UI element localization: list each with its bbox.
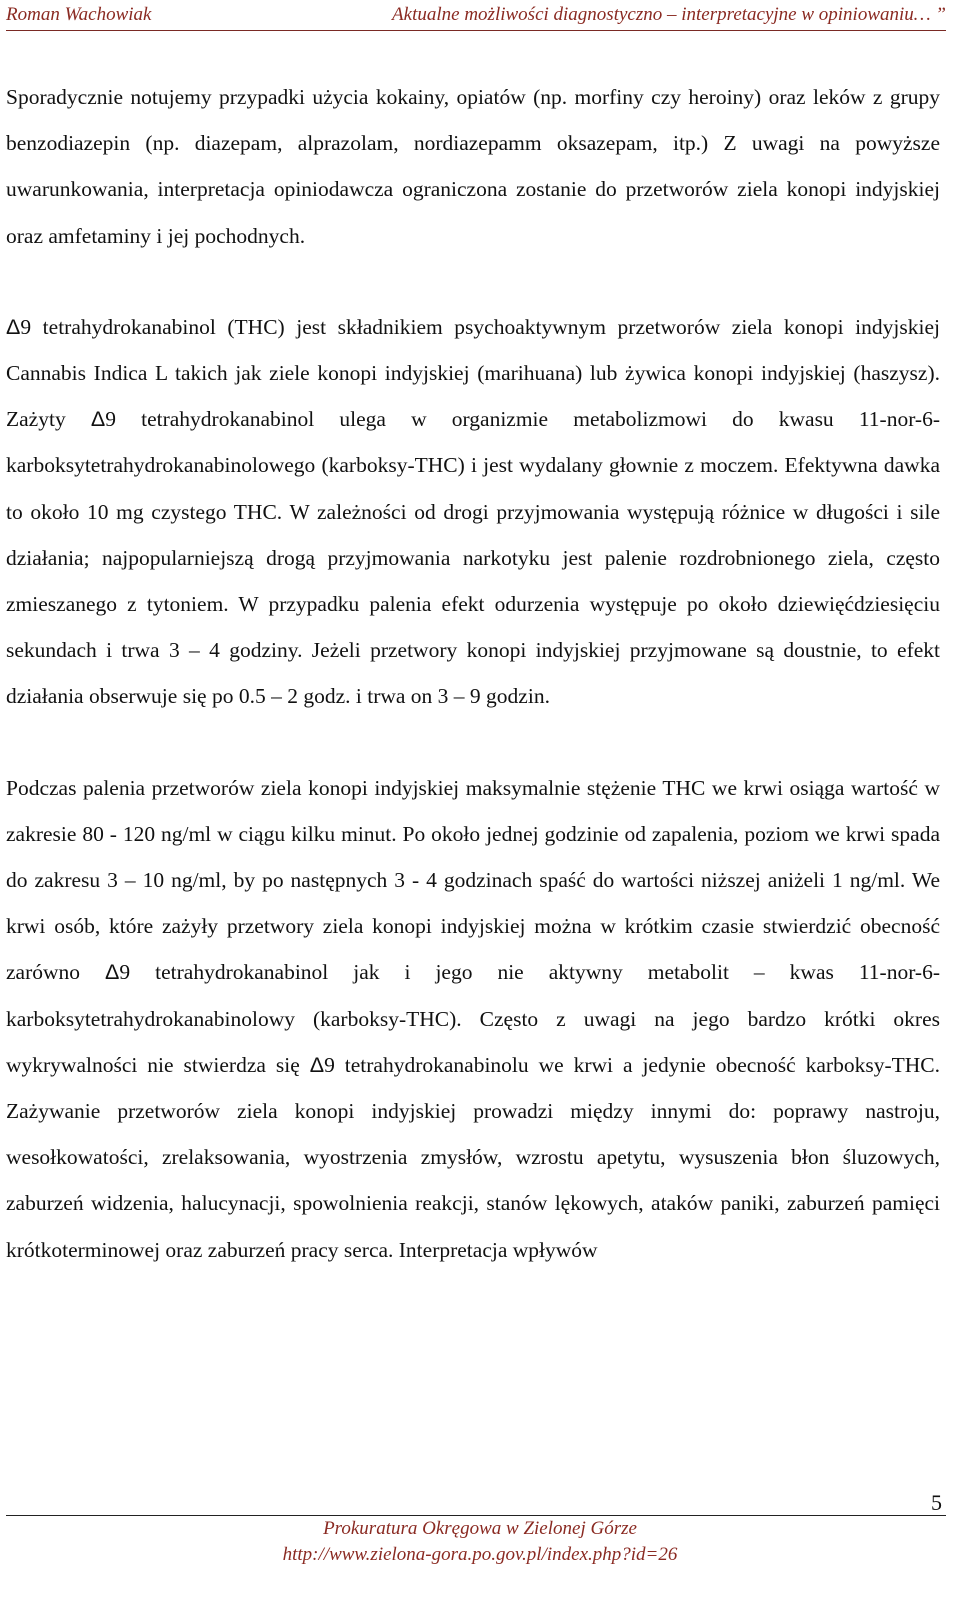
page-number: 5 bbox=[931, 1490, 942, 1515]
paragraph-text: Sporadycznie notujemy przypadki użycia kokainy, opiatów (np. morfiny czy heroiny) oraz leków z grupy benzodiazepin (np. diazepam, alprazolam, nordiazepamm oksazepam, itp.) Z uwagi na powyższe uwarunkowania, interpretacja opiniodawcza ograniczona zostanie do przetworów ziela konopi indyjskiej oraz amfetaminy i jej pochodnych. bbox=[6, 85, 940, 248]
page-header bbox=[6, 2, 946, 31]
paragraph-text: 9 tetrahydrokanabinol (THC) jest składnikiem psychoaktywnym przetworów ziela konopi indyjskiej Cannabis Indica L takich jak ziele konopi indyjskiej (marihuana) lub żywica konopi indyjskiej (haszysz). Zażyty bbox=[6, 314, 940, 432]
delta-symbol: Δ bbox=[309, 1052, 325, 1077]
footer-organization: Prokuratura Okręgowa w Zielonej Górze bbox=[323, 1518, 637, 1539]
header-author: Roman Wachowiak bbox=[6, 4, 152, 25]
paragraph-text: Podczas palenia przetworów ziela konopi indyjskiej maksymalnie stężenie THC we krwi osiąga wartość w zakresie 80 - 120 ng/ml w ciągu kilku minut. Po około jednej godzinie od zapalenia, poziom we krwi spada do zakresu 3 – 10 ng/ml, by po następnych 3 - 4 godzinach spaść do wartości niższej aniżeli 1 ng/ml. We krwi osób, które zażyły przetwory ziela konopi indyjskiej można w krótkim czasie stwierdzić obecność zarówno bbox=[6, 775, 940, 985]
paragraph-thc-description bbox=[6, 304, 940, 720]
footer-url-link[interactable]: http://www.zielona-gora.po.gov.pl/index.php?id=26 bbox=[282, 1544, 678, 1565]
header-document-title: Aktualne możliwości diagnostyczno – interpretacyjne w opiniowaniu… ” bbox=[392, 4, 946, 25]
footer-divider bbox=[6, 1515, 946, 1516]
paragraph-text: 9 tetrahydrokanabinol ulega w organizmie metabolizmowi do kwasu 11-nor-6-karboksytetrahydrokanabinolowego (karboksy-THC) i jest wydalany głownie z moczem. Efektywna dawka to około 10 mg czystego THC. W zależności od drogi przyjmowania występują różnice w długości i sile działania; najpopularniejszą drogą przyjmowania narkotyku jest palenie rozdrobnionego ziela, często zmieszanego z tytoniem. W przypadku palenia efekt odurzenia występuje po około dziewięćdziesięciu sekundach i trwa 3 – 4 godziny. Jeżeli przetwory konopi indyjskiej przyjmowane są doustnie, to efekt działania obserwuje się po 0.5 – 2 godz. i trwa on 3 – 9 godzin. bbox=[6, 407, 940, 709]
delta-symbol: Δ bbox=[6, 314, 21, 339]
paragraph-text: 9 tetrahydrokanabinol jak i jego nie aktywny metabolit – kwas 11-nor-6- karboksytetrahydrokanabinolowy (karboksy-THC). Często z uwagi na jego bardzo krótki okres wykrywalności nie stwierdza się bbox=[6, 960, 940, 1077]
delta-symbol: Δ bbox=[105, 960, 120, 985]
delta-symbol: Δ bbox=[90, 407, 106, 432]
paragraph-text: 9 tetrahydrokanabinolu we krwi a jedynie obecność karboksy-THC. Zażywanie przetworów ziela konopi indyjskiej prowadzi między innymi do: poprawy nastroju, wesołkowatości, zrelaksowania, wyostrzenia zmysłów, wzrostu apetytu, wysuszenia błon śluzowych, zaburzeń widzenia, halucynacji, spowolnienia reakcji, stanów lękowych, ataków paniki, zaburzeń pamięci krótkoterminowej oraz zaburzeń pracy serca. Interpretacja wpływów bbox=[6, 1052, 940, 1262]
paragraph-other-substances bbox=[6, 74, 940, 259]
paragraph-thc-blood-levels bbox=[6, 765, 940, 1273]
document-body bbox=[6, 74, 940, 1273]
